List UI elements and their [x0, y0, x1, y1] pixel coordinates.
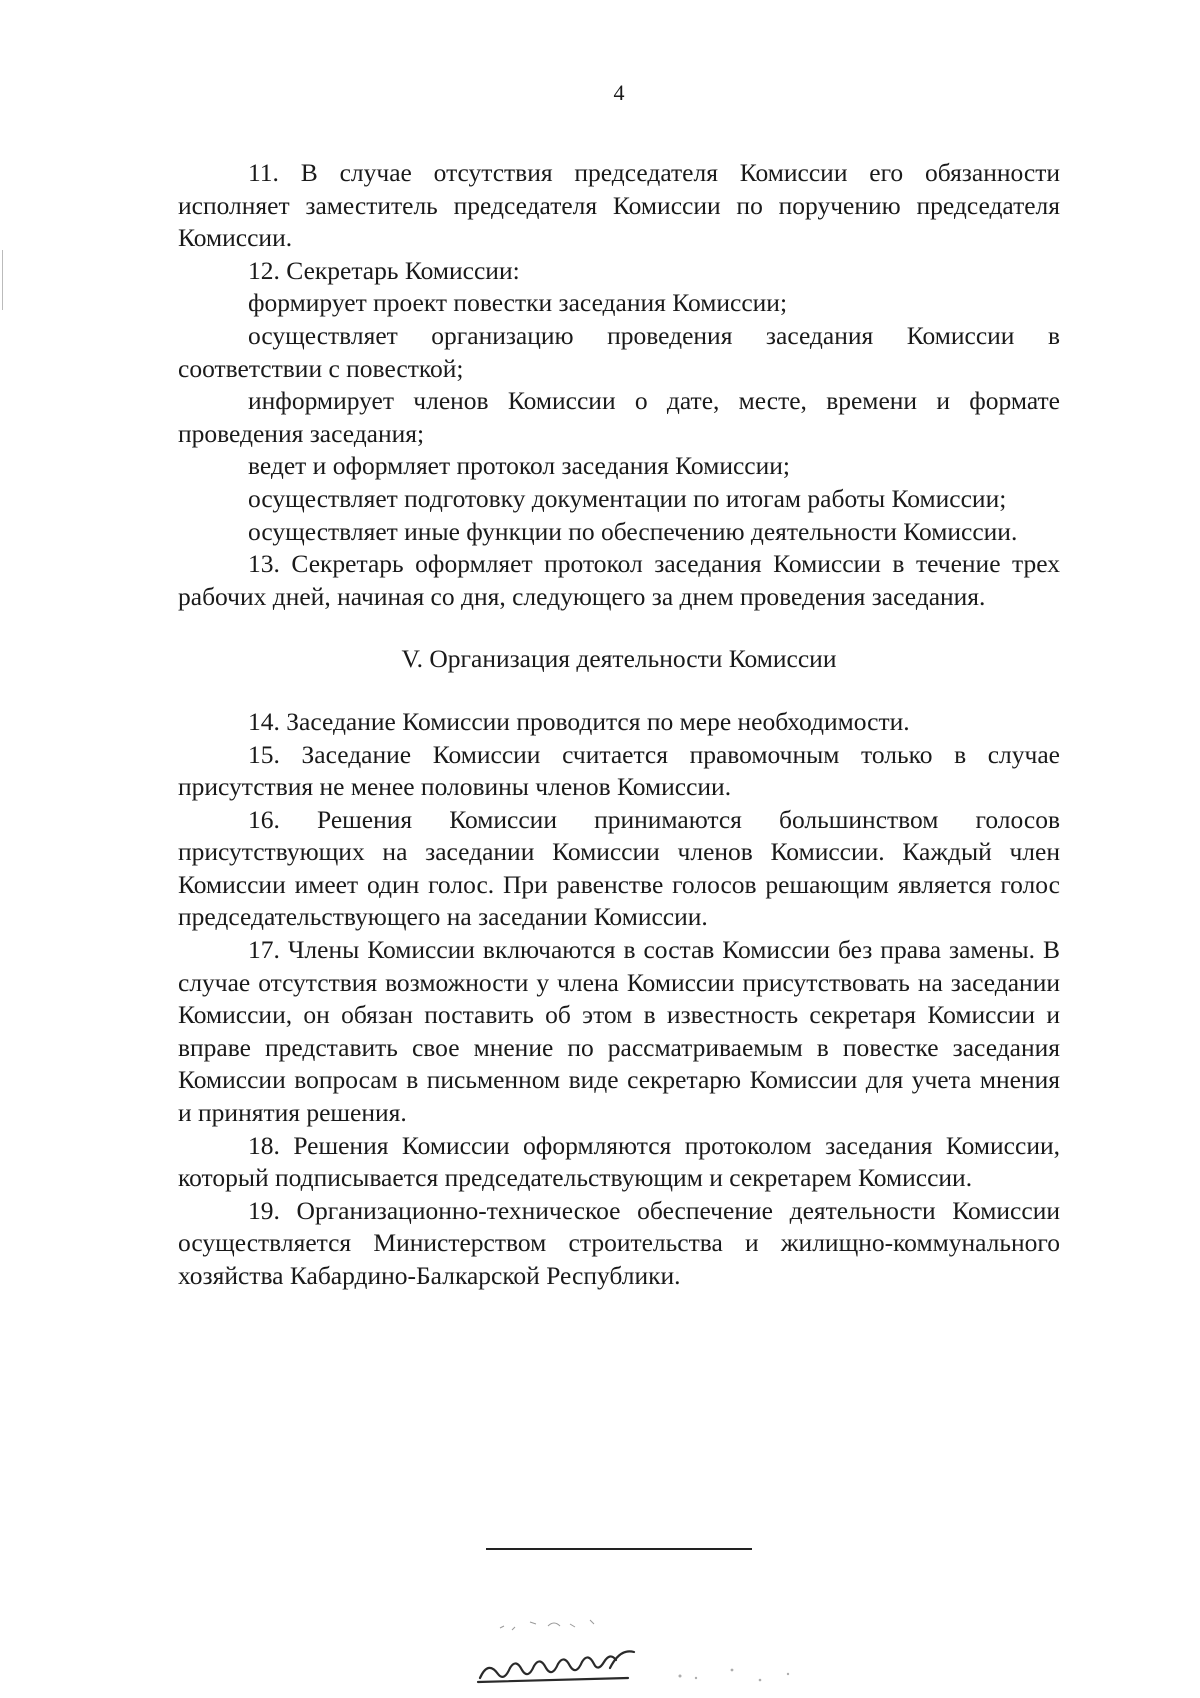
end-of-text-rule: [486, 1548, 752, 1550]
paragraph-14: 14. Заседание Комиссии проводится по мере необходимости.: [248, 706, 910, 736]
paragraph-17: 17. Члены Комиссии включаются в состав Комиссии без права замены. В случае отсутствия возможности у члена Комиссии присутствовать на заседании Комиссии, он обязан поставить об этом в известность секретаря Комиссии и вправе представить свое мнение по рассматриваемым в повестке заседания Комиссии вопросам в письменном виде секретарю Комиссии для учета мнения и принятия решения.: [178, 935, 1060, 1128]
document-body: [178, 157, 1060, 1293]
secretary-duty-protocol: ведет и оформляет протокол заседания Комиссии;: [248, 451, 790, 481]
paragraph-11: 11. В случае отсутствия председателя Комиссии его обязанности исполняет заместитель председателя Комиссии по поручению председателя Комиссии.: [178, 158, 1060, 253]
paragraph-19: 19. Организационно-техническое обеспечение деятельности Комиссии осуществляется Министерством строительства и жилищно-коммунального хозяйства Кабардино-Балкарской Республики.: [178, 1195, 1060, 1290]
paragraph-13: 13. Секретарь оформляет протокол заседания Комиссии в течение трех рабочих дней, начиная со дня, следующего за днем проведения заседания.: [178, 549, 1060, 611]
secretary-duty-agenda: формирует проект повестки заседания Комиссии;: [248, 288, 788, 318]
paragraph-18: 18. Решения Комиссии оформляются протоколом заседания Комиссии, который подписывается председательствующим и секретарем Комиссии.: [178, 1130, 1060, 1193]
scan-artifact: [2, 250, 3, 310]
page-number: 4: [613, 80, 625, 105]
paragraph-15: 15. Заседание Комиссии считается правомочным только в случае присутствия не менее половины членов Комиссии.: [178, 739, 1060, 802]
paragraph-12-heading: 12. Секретарь Комиссии:: [248, 255, 520, 285]
handwritten-signature: [470, 1608, 870, 1698]
spacer: [178, 613, 1060, 643]
secretary-duty-organize: осуществляет организацию проведения заседания Комиссии в соответствии с повесткой;: [178, 320, 1060, 383]
secretary-duty-other: осуществляет иные функции по обеспечению деятельности Комиссии.: [248, 516, 1018, 546]
secretary-duty-inform: информирует членов Комиссии о дате, месте, времени и формате проведения заседания;: [178, 386, 1060, 448]
paragraph-16: 16. Решения Комиссии принимаются большинством голосов присутствующих на заседании Комиссии членов Комиссии. Каждый член Комиссии имеет один голос. При равенстве голосов решающим является голос председательствующего на заседании Комиссии.: [178, 804, 1060, 932]
secretary-duty-documentation: осуществляет подготовку документации по итогам работы Комиссии;: [248, 483, 1007, 513]
spacer: [178, 676, 1060, 706]
section-heading: V. Организация деятельности Комиссии: [401, 644, 837, 674]
